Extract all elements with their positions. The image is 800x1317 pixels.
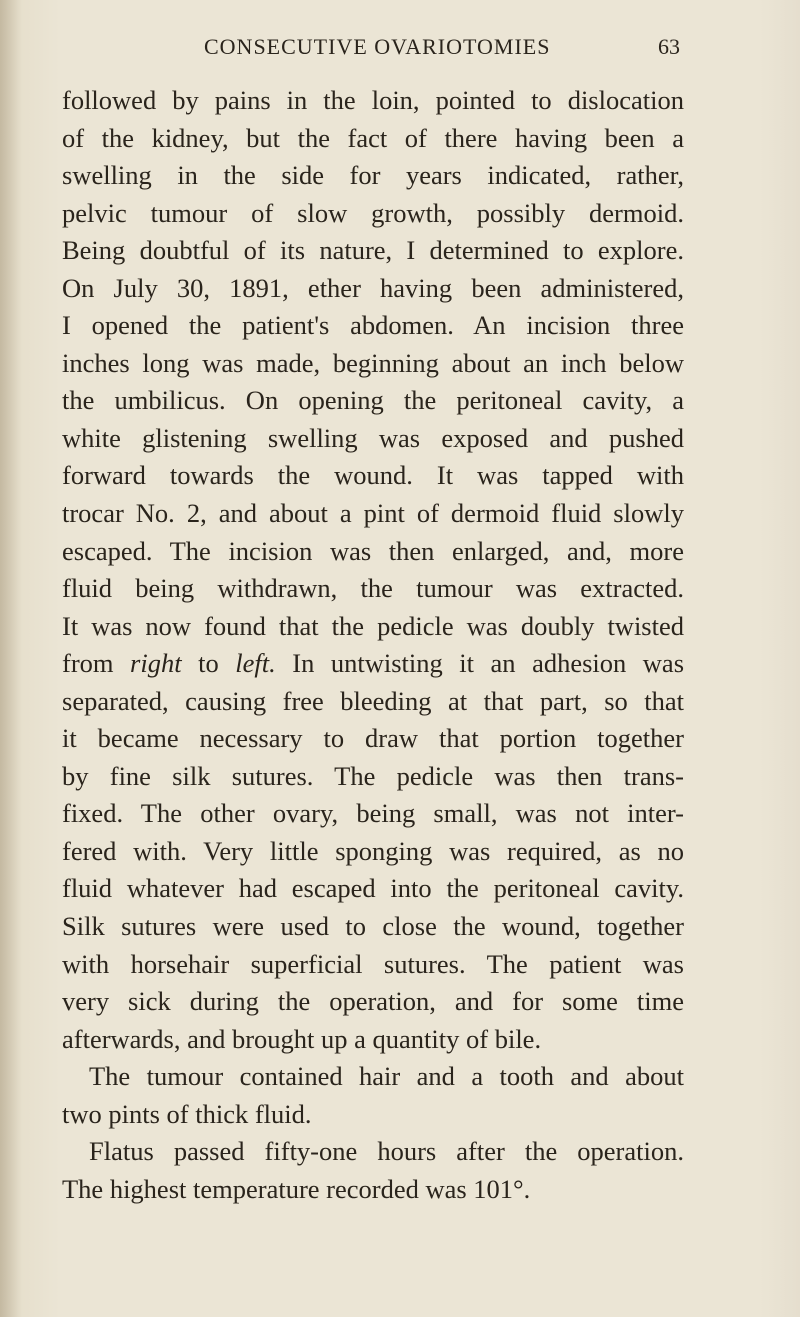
- text-line: forward towards the wound. It was tapped with: [62, 460, 684, 491]
- text-line: fixed. The other ovary, being small, was not inter-: [62, 798, 684, 829]
- paragraph-end-line: afterwards, and brought up a quantity of bile.: [62, 1023, 542, 1054]
- text-line-italic: [62, 645, 684, 683]
- text-line: swelling in the side for years indicated, rather,: [62, 160, 684, 191]
- text-line: it became necessary to draw that portion together: [62, 723, 684, 754]
- text-line: On July 30, 1891, ether having been administered,: [62, 272, 684, 303]
- paragraph-end-line: The highest temperature recorded was 101°.: [62, 1173, 531, 1204]
- text-line: pelvic tumour of slow growth, possibly dermoid.: [62, 197, 684, 228]
- text-fragment: In untwisting it an adhesion was: [275, 648, 685, 679]
- text-line: It was now found that the pedicle was doubly twisted: [62, 610, 684, 641]
- italic-word: left.: [235, 648, 276, 679]
- body-text: [62, 82, 684, 1208]
- text-line: separated, causing free bleeding at that part, so that: [62, 685, 684, 716]
- text-line: I opened the patient's abdomen. An incision three: [62, 310, 684, 341]
- italic-word: right: [130, 648, 182, 679]
- text-line: of the kidney, but the fact of there having been a: [62, 122, 684, 153]
- text-line: white glistening swelling was exposed and pushed: [62, 422, 684, 453]
- spine-shadow: [0, 0, 22, 1317]
- text-line: fered with. Very little sponging was required, as no: [62, 835, 684, 866]
- text-line: fluid being withdrawn, the tumour was extracted.: [62, 573, 684, 604]
- paragraph-start-line: Flatus passed fifty-one hours after the operation.: [89, 1136, 684, 1167]
- text-line: Being doubtful of its nature, I determined to explore.: [62, 235, 684, 266]
- text-line: Silk sutures were used to close the wound, together: [62, 911, 684, 942]
- text-line: inches long was made, beginning about an inch below: [62, 347, 684, 378]
- text-line: followed by pains in the loin, pointed to dislocation: [62, 85, 684, 115]
- text-fragment: from: [62, 648, 131, 679]
- paragraph-end-line: two pints of thick fluid.: [62, 1098, 312, 1129]
- running-head: [62, 34, 680, 64]
- text-line: trocar No. 2, and about a pint of dermoid fluid slowly: [62, 498, 684, 529]
- text-line: very sick during the operation, and for some time: [62, 986, 684, 1017]
- text-line: with horsehair superficial sutures. The patient was: [62, 948, 684, 979]
- running-title: CONSECUTIVE OVARIOTOMIES: [204, 34, 551, 59]
- text-line: the umbilicus. On opening the peritoneal cavity, a: [62, 385, 684, 416]
- text-line: fluid whatever had escaped into the peritoneal cavity.: [62, 873, 684, 904]
- paragraph-start-line: The tumour contained hair and a tooth and about: [89, 1061, 684, 1092]
- text-line: escaped. The incision was then enlarged, and, more: [62, 535, 684, 566]
- text-fragment: to: [181, 648, 236, 679]
- page-number: 63: [658, 34, 680, 59]
- text-line: by fine silk sutures. The pedicle was then trans-: [62, 760, 684, 791]
